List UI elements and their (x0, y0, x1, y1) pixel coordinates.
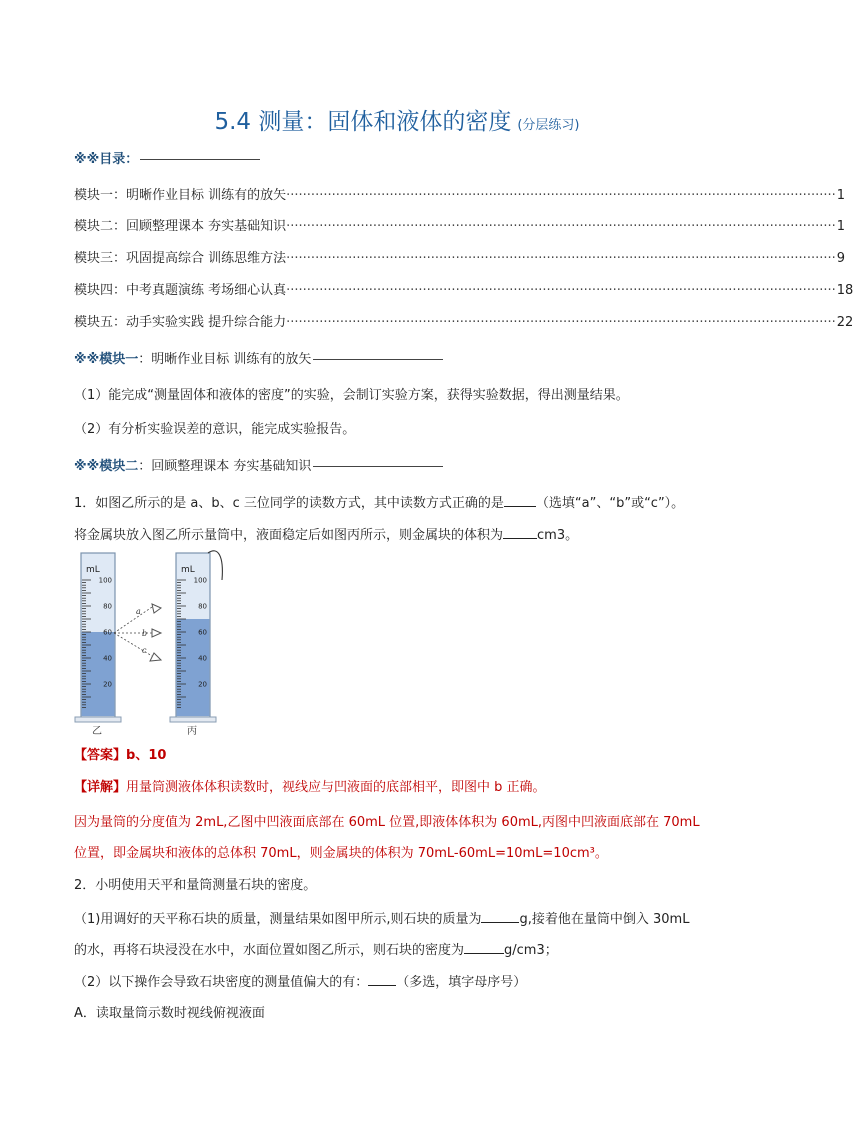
section-2-heading: ※※模块二：回顾整理课本 夯实基础知识 (74, 458, 443, 476)
answer-line (74, 747, 166, 765)
heading-rule (313, 466, 443, 467)
answer-text: b、10 (126, 748, 167, 763)
tick-label: 40 (198, 654, 207, 663)
cylinder-left-base (75, 717, 121, 722)
goal-2: （2）有分析实验误差的意识，能完成实验报告。 (74, 422, 356, 437)
figure-label-left: 乙 (92, 726, 102, 737)
eye-c-icon (150, 653, 161, 661)
toc-item-5[interactable]: 模块五：动手实验实践 提升综合能力 ····································································································································· 22 (74, 315, 853, 330)
tick-label: 60 (198, 628, 207, 637)
heading-rule (140, 159, 260, 160)
tick-label: 80 (103, 602, 112, 611)
eye-label-b: b (142, 629, 148, 638)
cylinder-figure (72, 550, 252, 740)
goal-1: （1）能完成“测量固体和液体的密度”的实验，会制订实验方案，获得实验数据，得出测量结果。 (74, 388, 629, 403)
toc-leader: ····································································································································· (286, 188, 836, 203)
toc-leader: ····································································································································· (286, 315, 836, 330)
tick-label: 20 (198, 680, 207, 689)
toc-item-3[interactable]: 模块三：巩固提高综合 训练思维方法 ····································································································································· 9 (74, 251, 846, 266)
tick-label: 100 (98, 576, 112, 585)
cylinder-left-unit: mL (86, 565, 100, 575)
question-2-option-a: A．读取量筒示数时视线俯视液面 (74, 1006, 265, 1021)
cylinder-left-liquid (82, 632, 115, 716)
answer-blank[interactable] (504, 494, 536, 507)
answer-blank[interactable] (464, 941, 504, 954)
cylinder-right (170, 551, 222, 737)
section-1-heading: ※※模块一：明晰作业目标 训练有的放矢 (74, 351, 443, 369)
question-2-part-1-line-1: （1)用调好的天平称石块的质量，测量结果如图甲所示,则石块的质量为 g,接着他在量筒中倒入 30mL (74, 912, 690, 927)
detail-line-3: 位置，即金属块和液体的总体积 70mL，则金属块的体积为 70mL-60mL=10mL=10cm³。 (74, 846, 608, 861)
figure-label-right: 丙 (187, 726, 197, 737)
toc-leader: ····································································································································· (286, 283, 836, 298)
toc-item-1[interactable]: 模块一：明晰作业目标 训练有的放矢 ····································································································································· 1 (74, 188, 846, 203)
tick-label: 60 (103, 628, 112, 637)
answer-blank[interactable] (503, 526, 537, 539)
question-2-intro: 2．小明使用天平和量筒测量石块的密度。 (74, 878, 317, 893)
document-title (0, 103, 794, 136)
detail-line-1: 【详解】用量筒测液体体积读数时，视线应与凹液面的底部相平，即图中 b 正确。 (74, 780, 546, 795)
detail-line-2: 因为量筒的分度值为 2mL,乙图中凹液面底部在 60mL 位置,即液体体积为 60mL,丙图中凹液面底部在 70mL (74, 815, 700, 830)
tick-label: 100 (193, 576, 207, 585)
tick-label: 20 (103, 680, 112, 689)
detail-tag: 【详解】 (74, 780, 127, 795)
toc-item-4[interactable]: 模块四：中考真题演练 考场细心认真 ····································································································································· 18 (74, 283, 853, 298)
toc-heading: ※※目录： (74, 151, 260, 169)
question-2-part-2: （2）以下操作会导致石块密度的测量值偏大的有： （多选，填字母序号） (74, 975, 527, 990)
eye-b-icon (152, 629, 161, 637)
eye-label-c: c (142, 646, 147, 655)
answer-blank[interactable] (481, 910, 519, 923)
cylinder-left (75, 553, 121, 737)
cylinder-right-base (170, 717, 216, 722)
answer-blank[interactable] (368, 973, 396, 986)
question-2-part-1-line-2: 的水，再将石块浸没在水中，水面位置如图乙所示，则石块的密度为 g/cm3； (74, 943, 558, 958)
question-1-line-1: 1．如图乙所示的是 a、b、c 三位同学的读数方式，其中读数方式正确的是 （选填“a”、“b”或“c”）。 (74, 496, 685, 511)
toc-leader: ····································································································································· (286, 219, 836, 234)
cylinder-right-unit: mL (181, 565, 195, 575)
eye-a-icon (152, 604, 161, 613)
toc-item-2[interactable]: 模块二：回顾整理课本 夯实基础知识 ····································································································································· 1 (74, 219, 846, 234)
tick-label: 80 (198, 602, 207, 611)
toc-leader: ····································································································································· (286, 251, 836, 266)
question-1-line-2: 将金属块放入图乙所示量筒中，液面稳定后如图丙所示，则金属块的体积为 cm3。 (74, 528, 579, 543)
title-main: 5.4 测量：固体和液体的密度 (214, 109, 512, 135)
tick-label: 40 (103, 654, 112, 663)
title-sub: (分层练习) (517, 118, 580, 133)
eye-label-a: a (136, 607, 141, 616)
heading-rule (313, 359, 443, 360)
answer-tag: 【答案】 (74, 748, 127, 763)
